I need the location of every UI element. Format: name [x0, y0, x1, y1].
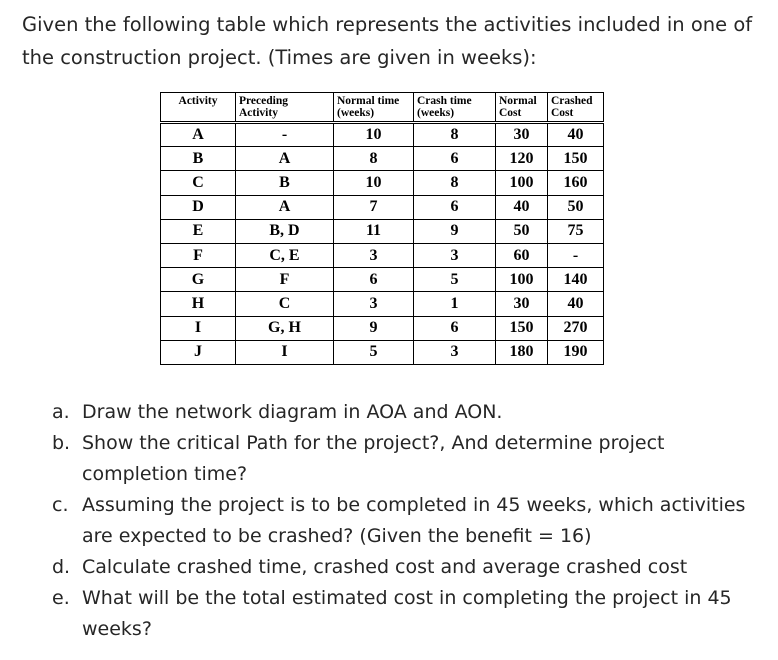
cell-normal-cost: 30	[496, 123, 548, 147]
question-text: Draw the network diagram in AOA and AON.	[82, 401, 503, 423]
question-item	[52, 397, 752, 428]
cell-normal-cost: 180	[496, 340, 548, 364]
question-text: What will be the total estimated cost in completing the project in 45 weeks?	[82, 587, 732, 640]
cell-crashed-cost: -	[548, 243, 604, 267]
cell-preceding: B, D	[236, 219, 334, 243]
cell-preceding: C	[236, 292, 334, 316]
cell-crashed-cost: 40	[548, 292, 604, 316]
cell-activity: E	[161, 219, 236, 243]
cell-activity: H	[161, 292, 236, 316]
header-crash-time: Crash time (weeks)	[414, 93, 496, 123]
table-row	[161, 292, 604, 316]
header-normal-cost: Normal Cost	[496, 93, 548, 123]
cell-preceding: G, H	[236, 316, 334, 340]
table-row	[161, 171, 604, 195]
cell-normal-time: 5	[334, 340, 414, 364]
cell-activity: F	[161, 243, 236, 267]
cell-crash-time: 5	[414, 268, 496, 292]
cell-activity: J	[161, 340, 236, 364]
cell-crashed-cost: 190	[548, 340, 604, 364]
cell-crash-time: 8	[414, 171, 496, 195]
table-row	[161, 243, 604, 267]
question-marker: b.	[52, 432, 71, 454]
table-row	[161, 340, 604, 364]
cell-crashed-cost: 50	[548, 195, 604, 219]
cell-crashed-cost: 270	[548, 316, 604, 340]
cell-crashed-cost: 75	[548, 219, 604, 243]
cell-crashed-cost: 140	[548, 268, 604, 292]
cell-normal-cost: 60	[496, 243, 548, 267]
header-preceding-activity: Preceding Activity	[236, 93, 334, 123]
question-marker: d.	[52, 556, 71, 578]
cell-normal-time: 9	[334, 316, 414, 340]
cell-preceding: I	[236, 340, 334, 364]
table-row	[161, 123, 604, 147]
cell-activity: I	[161, 316, 236, 340]
cell-normal-cost: 40	[496, 195, 548, 219]
cell-normal-cost: 150	[496, 316, 548, 340]
table-row	[161, 268, 604, 292]
question-marker: e.	[52, 587, 70, 609]
cell-crash-time: 6	[414, 316, 496, 340]
cell-preceding: A	[236, 147, 334, 171]
table-header-row	[161, 93, 604, 123]
question-item	[52, 490, 752, 552]
cell-normal-time: 10	[334, 171, 414, 195]
cell-crash-time: 8	[414, 123, 496, 147]
cell-crash-time: 9	[414, 219, 496, 243]
cell-normal-cost: 50	[496, 219, 548, 243]
intro-paragraph: Given the following table which represents the activities included in one of the construction project. (Times are given in weeks):	[22, 13, 753, 69]
cell-crash-time: 6	[414, 147, 496, 171]
question-item	[52, 428, 752, 490]
activity-table	[160, 92, 604, 365]
cell-normal-time: 3	[334, 292, 414, 316]
header-normal-time: Normal time (weeks)	[334, 93, 414, 123]
cell-normal-cost: 100	[496, 268, 548, 292]
cell-activity: A	[161, 123, 236, 147]
question-text: Assuming the project is to be completed in 45 weeks, which activities are expected to be crashed? (Given the benefit = 16)	[82, 494, 746, 547]
cell-normal-time: 6	[334, 268, 414, 292]
table-row	[161, 147, 604, 171]
question-item	[52, 552, 752, 583]
cell-crash-time: 3	[414, 340, 496, 364]
cell-normal-cost: 30	[496, 292, 548, 316]
cell-activity: D	[161, 195, 236, 219]
cell-preceding: F	[236, 268, 334, 292]
question-marker: a.	[52, 401, 70, 423]
cell-normal-cost: 120	[496, 147, 548, 171]
questions-list	[52, 397, 752, 645]
question-text: Calculate crashed time, crashed cost and average crashed cost	[82, 556, 688, 578]
cell-crashed-cost: 40	[548, 123, 604, 147]
cell-crashed-cost: 150	[548, 147, 604, 171]
cell-crash-time: 6	[414, 195, 496, 219]
cell-activity: G	[161, 268, 236, 292]
table-row	[161, 219, 604, 243]
cell-crashed-cost: 160	[548, 171, 604, 195]
question-item	[52, 583, 752, 645]
cell-normal-time: 7	[334, 195, 414, 219]
cell-preceding: B	[236, 171, 334, 195]
cell-normal-time: 8	[334, 147, 414, 171]
cell-preceding: A	[236, 195, 334, 219]
cell-crash-time: 1	[414, 292, 496, 316]
cell-normal-time: 3	[334, 243, 414, 267]
question-text: Show the critical Path for the project?, And determine project completion time?	[82, 432, 665, 485]
cell-crash-time: 3	[414, 243, 496, 267]
cell-preceding: -	[236, 123, 334, 147]
cell-activity: C	[161, 171, 236, 195]
header-activity: Activity	[161, 93, 236, 123]
cell-normal-time: 10	[334, 123, 414, 147]
cell-preceding: C, E	[236, 243, 334, 267]
header-crashed-cost: Crashed Cost	[548, 93, 604, 123]
cell-normal-time: 11	[334, 219, 414, 243]
table-row	[161, 195, 604, 219]
cell-activity: B	[161, 147, 236, 171]
question-marker: c.	[52, 494, 69, 516]
table-row	[161, 316, 604, 340]
cell-normal-cost: 100	[496, 171, 548, 195]
